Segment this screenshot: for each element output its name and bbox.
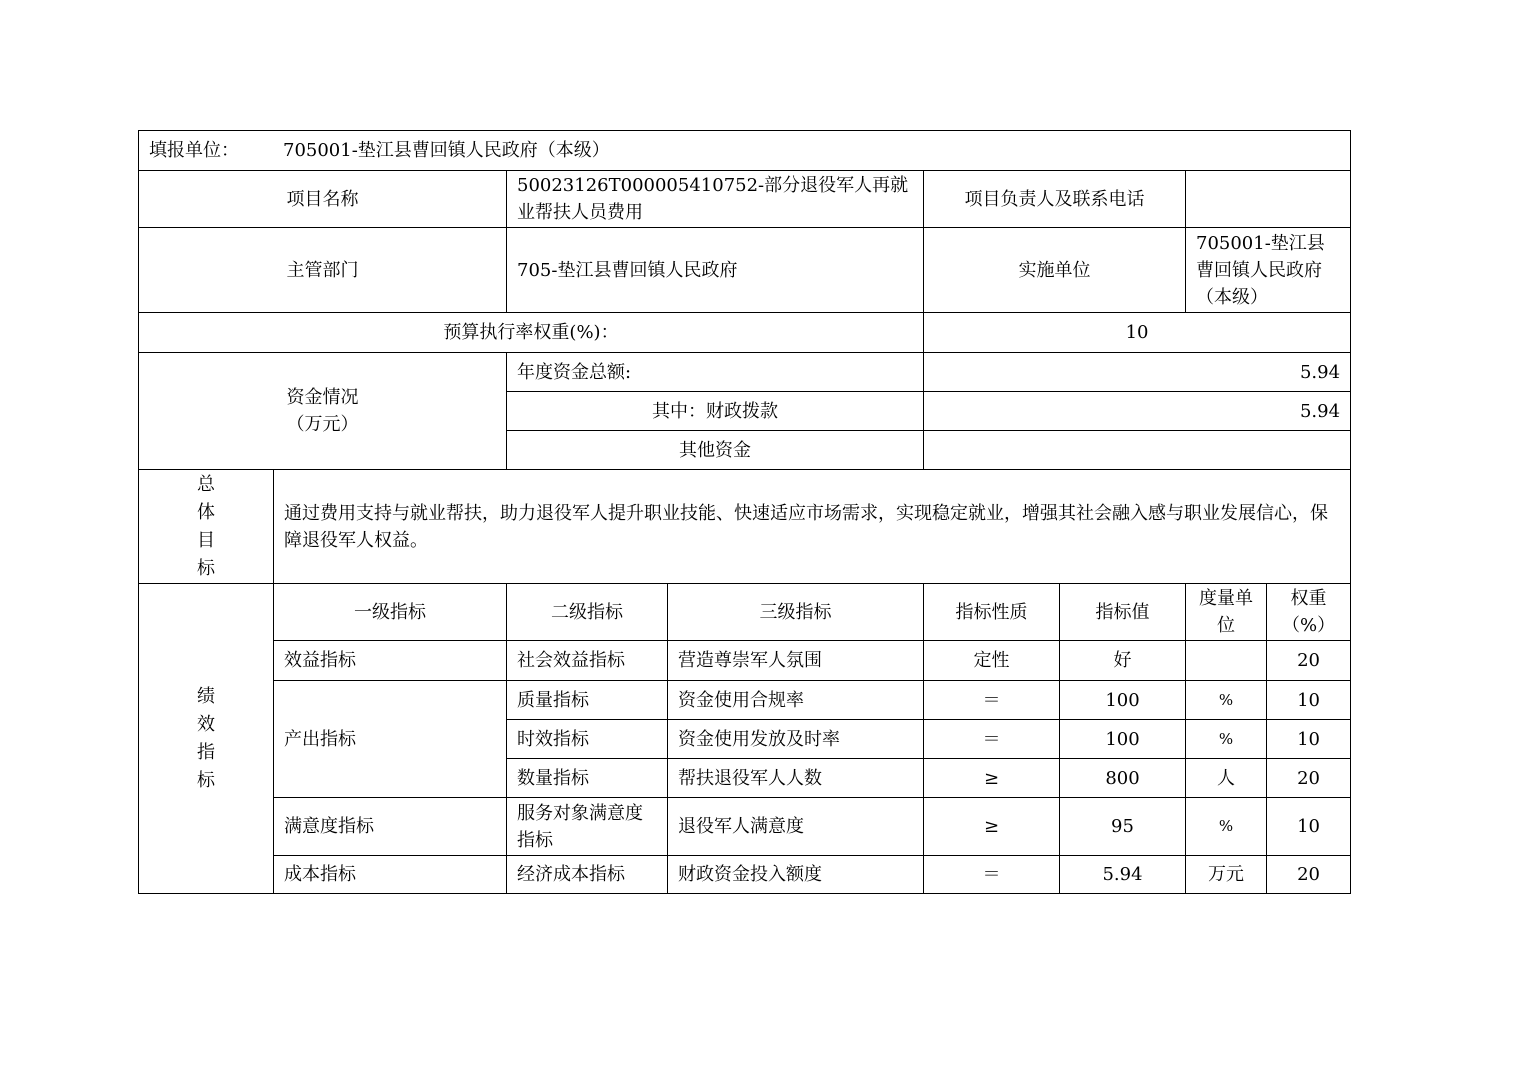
funds-total-value: 5.94 <box>924 353 1351 392</box>
indicator-row <box>139 681 1351 720</box>
performance-label <box>139 584 274 894</box>
indicator-level3: 资金使用合规率 <box>668 681 924 720</box>
indicator-weight: 20 <box>1267 759 1351 798</box>
goal-label-char: 标 <box>197 557 215 579</box>
budget-weight-row <box>139 313 1351 353</box>
reporting-unit-label: 填报单位： <box>149 140 239 161</box>
overall-goal-label <box>139 470 274 584</box>
indicator-nature: ＝ <box>924 681 1060 720</box>
reporting-unit-row <box>139 131 1351 171</box>
indicator-level2: 社会效益指标 <box>507 641 668 681</box>
indicator-value: 800 <box>1060 759 1186 798</box>
indicator-unit: % <box>1186 798 1267 856</box>
indicator-level1: 成本指标 <box>274 856 507 894</box>
indicator-row <box>139 856 1351 894</box>
indicator-row <box>139 641 1351 681</box>
indicator-value: 100 <box>1060 720 1186 759</box>
header-unit: 度量单位 <box>1186 584 1267 641</box>
indicator-weight: 20 <box>1267 856 1351 894</box>
performance-label-char: 效 <box>197 713 215 735</box>
header-level3: 三级指标 <box>668 584 924 641</box>
funds-total-row <box>139 353 1351 392</box>
project-name-value: 50023126T000005410752-部分退役军人再就业帮扶人员费用 <box>507 171 924 228</box>
implementing-unit-label: 实施单位 <box>924 228 1186 313</box>
project-contact-value <box>1186 171 1351 228</box>
indicator-value: 100 <box>1060 681 1186 720</box>
indicator-nature: ＝ <box>924 720 1060 759</box>
budget-weight-label: 预算执行率权重(%)： <box>139 313 924 353</box>
indicator-nature: ＝ <box>924 856 1060 894</box>
indicator-row <box>139 798 1351 856</box>
goal-label-char: 总 <box>197 473 215 495</box>
header-level2: 二级指标 <box>507 584 668 641</box>
indicator-level2: 服务对象满意度指标 <box>507 798 668 856</box>
indicator-weight: 10 <box>1267 681 1351 720</box>
funds-fiscal-value: 5.94 <box>924 392 1351 431</box>
department-row <box>139 228 1351 313</box>
department-value: 705-垫江县曹回镇人民政府 <box>507 228 924 313</box>
indicator-value: 5.94 <box>1060 856 1186 894</box>
indicator-level3: 帮扶退役军人人数 <box>668 759 924 798</box>
indicator-unit: 人 <box>1186 759 1267 798</box>
indicator-unit: 万元 <box>1186 856 1267 894</box>
performance-label-char: 绩 <box>197 685 215 707</box>
indicator-nature: ≥ <box>924 798 1060 856</box>
indicator-value: 95 <box>1060 798 1186 856</box>
indicator-unit: % <box>1186 681 1267 720</box>
indicator-weight: 20 <box>1267 641 1351 681</box>
indicator-level2: 数量指标 <box>507 759 668 798</box>
budget-weight-value: 10 <box>924 313 1351 353</box>
indicator-level3: 退役军人满意度 <box>668 798 924 856</box>
indicator-nature: ≥ <box>924 759 1060 798</box>
indicator-level1: 效益指标 <box>274 641 507 681</box>
funds-total-label: 年度资金总额: <box>507 353 924 392</box>
overall-goal-row <box>139 470 1351 584</box>
indicator-level1: 产出指标 <box>274 681 507 798</box>
indicator-weight: 10 <box>1267 720 1351 759</box>
indicator-level1: 满意度指标 <box>274 798 507 856</box>
header-level1: 一级指标 <box>274 584 507 641</box>
overall-goal-text: 通过费用支持与就业帮扶，助力退役军人提升职业技能、快速适应市场需求，实现稳定就业，增强其社会融入感与职业发展信心，保障退役军人权益。 <box>274 470 1351 584</box>
header-value: 指标值 <box>1060 584 1186 641</box>
performance-label-char: 指 <box>197 741 215 763</box>
indicator-unit <box>1186 641 1267 681</box>
indicator-level2: 经济成本指标 <box>507 856 668 894</box>
indicator-nature: 定性 <box>924 641 1060 681</box>
indicator-value: 好 <box>1060 641 1186 681</box>
goal-label-char: 目 <box>197 529 215 551</box>
indicator-weight: 10 <box>1267 798 1351 856</box>
performance-label-char: 标 <box>197 769 215 791</box>
header-weight: 权重（%） <box>1267 584 1351 641</box>
project-contact-label: 项目负责人及联系电话 <box>924 171 1186 228</box>
project-name-row <box>139 171 1351 228</box>
funds-label-line1: 资金情况 <box>286 387 359 408</box>
funds-label-line2: （万元） <box>286 414 359 435</box>
indicator-level3: 资金使用发放及时率 <box>668 720 924 759</box>
indicator-level2: 时效指标 <box>507 720 668 759</box>
implementing-unit-value: 705001-垫江县曹回镇人民政府（本级） <box>1186 228 1351 313</box>
funds-fiscal-label: 其中：财政拨款 <box>507 392 924 431</box>
header-nature: 指标性质 <box>924 584 1060 641</box>
funds-label <box>139 353 507 470</box>
project-name-label: 项目名称 <box>139 171 507 228</box>
indicator-level3: 财政资金投入额度 <box>668 856 924 894</box>
performance-header-row <box>139 584 1351 641</box>
funds-other-value <box>924 431 1351 470</box>
funds-other-label: 其他资金 <box>507 431 924 470</box>
department-label: 主管部门 <box>139 228 507 313</box>
goal-label-char: 体 <box>197 501 215 523</box>
reporting-unit-value: 705001-垫江县曹回镇人民政府（本级） <box>283 140 610 161</box>
indicator-level2: 质量指标 <box>507 681 668 720</box>
reporting-unit-cell <box>139 131 1351 171</box>
performance-target-table <box>138 130 1351 894</box>
indicator-unit: % <box>1186 720 1267 759</box>
indicator-level3: 营造尊崇军人氛围 <box>668 641 924 681</box>
